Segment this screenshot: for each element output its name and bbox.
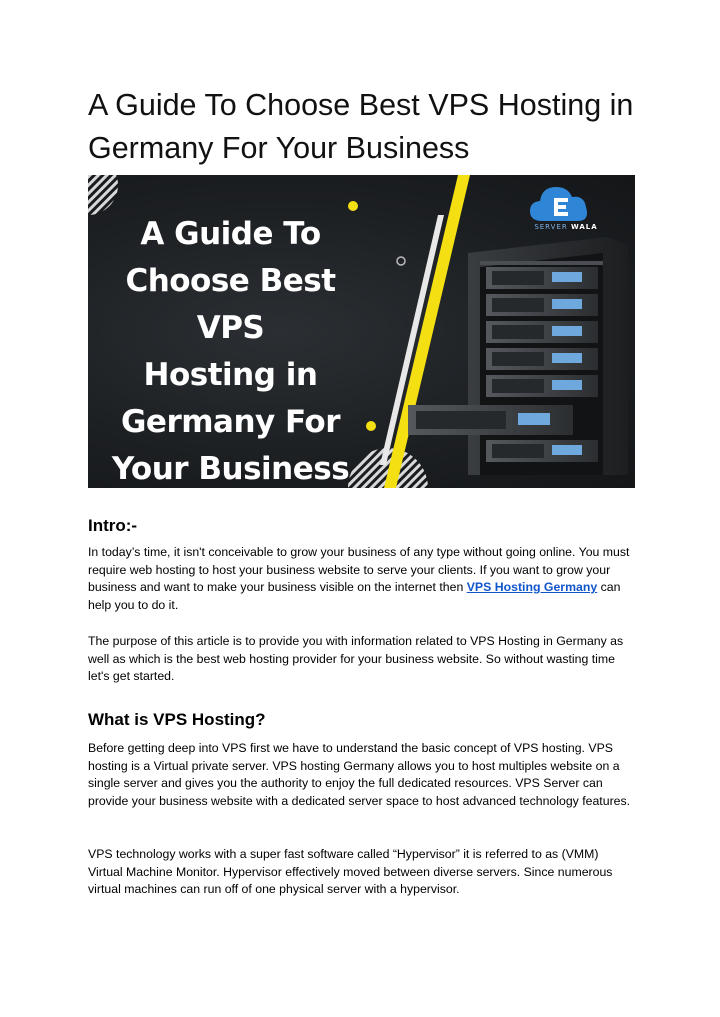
page-title: A Guide To Choose Best VPS Hosting in Germany For Your Business [88, 88, 634, 165]
intro-paragraph-1 [88, 544, 636, 614]
intro-text-before-link: In today’s time, it isn't conceivable to grow your business of any type without going online. You must require web hosting to host your business website to serve your clients. If you want to grow your business and want to make your business visible on the internet then [88, 545, 630, 595]
what-is-vps-paragraph-1: Before getting deep into VPS first we have to understand the basic concept of VPS hosting. VPS hosting is a Virtual private server. VPS hosting Germany allows you to host multiples website on a single server and gives you the authority to enjoy the full dedicated resources. VPS Server can provide your business website with a dedicated server space to host advanced technology features. [88, 741, 631, 808]
logo-text-primary: SERVER [534, 223, 568, 231]
what-is-vps-paragraph-2: VPS technology works with a super fast software called “Hypervisor” it is referred to as (VMM) Virtual Machine Monitor. Hypervisor effectively moved between diverse servers. Since numerous virtual machines can run off of one physical server with a hypervisor. [88, 847, 613, 897]
intro-text-after-link: can help you to do it. [88, 580, 621, 612]
logo-text-accent: WALA [570, 223, 598, 231]
banner-image [88, 175, 635, 488]
ring-dot-icon [397, 257, 405, 265]
intro-paragraph-2: The purpose of this article is to provide you with information related to VPS Hosting in Germany as well as which is the best web hosting provider for your business website. So without wasting time let's get started. [88, 634, 624, 684]
banner-headline: A Guide To Choose Best VPS Hosting in Germany For Your Business [111, 216, 350, 487]
brand-logo-text [526, 223, 606, 231]
yellow-stripe [384, 175, 470, 488]
hatch-circle-top-icon [88, 175, 118, 215]
vps-hosting-germany-link[interactable]: VPS Hosting Germany [466, 580, 598, 595]
yellow-dot-icon [348, 201, 358, 211]
cloud-e-icon [530, 187, 587, 221]
section-heading-what-is-vps: What is VPS Hosting? [88, 710, 266, 729]
section-heading-intro: Intro:- [88, 516, 138, 535]
